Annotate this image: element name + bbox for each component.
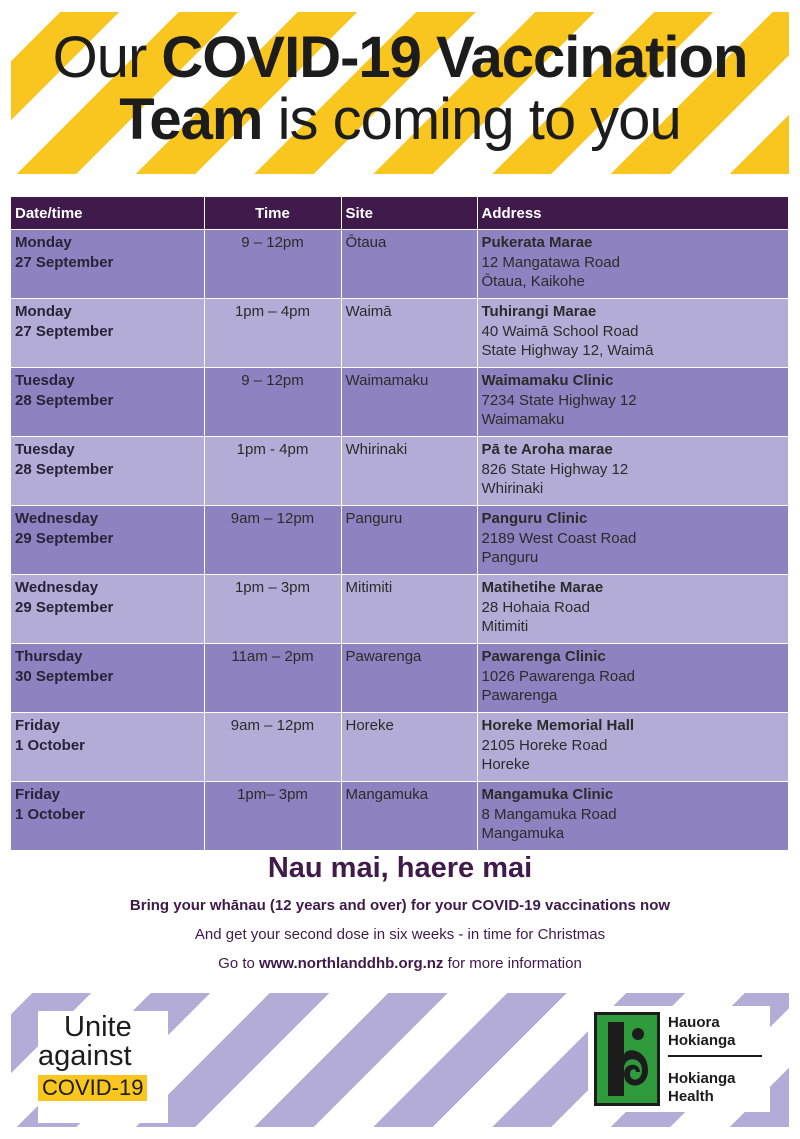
address-line-2: Mangamuka xyxy=(481,825,565,842)
address-line-1: 40 Waimā School Road xyxy=(481,322,639,340)
cell-site: Waimā xyxy=(341,299,477,368)
unite-against-covid-logo: Unite against COVID-19 xyxy=(38,1011,168,1123)
day-label: Thursday xyxy=(15,648,83,665)
column-header-site: Site xyxy=(341,197,477,230)
day-label: Monday xyxy=(15,234,72,251)
address-line-2: Panguru xyxy=(481,549,539,566)
venue-name: Pukerata Marae xyxy=(481,234,593,251)
table-header-row xyxy=(11,197,788,230)
cell-date xyxy=(11,299,204,368)
day-label: Wednesday xyxy=(15,510,99,527)
column-header-date: Date/time xyxy=(11,197,204,230)
cell-address xyxy=(477,644,788,713)
venue-name: Matihetihe Marae xyxy=(481,579,604,596)
page-title xyxy=(11,27,789,151)
address-line-2: Whirinaki xyxy=(481,480,544,497)
cell-site: Horeke xyxy=(341,713,477,782)
venue-name: Waimamaku Clinic xyxy=(481,372,614,389)
schedule-table xyxy=(11,197,789,850)
address-line-2: Waimamaku xyxy=(481,411,565,428)
cell-time: 1pm - 4pm xyxy=(204,437,341,506)
day-label: Tuesday xyxy=(15,372,75,389)
cell-time: 1pm– 3pm xyxy=(204,782,341,851)
date-label: 27 September xyxy=(15,253,114,271)
welcome-heading: Nau mai, haere mai xyxy=(267,852,533,884)
second-dose-text: And get your second dose in six weeks - in time for Christmas xyxy=(194,926,606,943)
address-line-1: 2105 Horeke Road xyxy=(481,736,608,754)
cell-address xyxy=(477,437,788,506)
address-line-1: 8 Mangamuka Road xyxy=(481,805,617,823)
cell-site: Mitimiti xyxy=(341,575,477,644)
address-line-1: 826 State Highway 12 xyxy=(481,460,629,478)
koru-icon xyxy=(594,1012,660,1106)
day-label: Friday xyxy=(15,786,61,803)
website-line: Go to www.northlanddhb.org.nz for more information xyxy=(218,955,582,972)
venue-name: Tuhirangi Marae xyxy=(481,303,597,320)
cell-time: 9 – 12pm xyxy=(204,368,341,437)
date-label: 30 September xyxy=(15,667,114,685)
cell-site: Pawarenga xyxy=(341,644,477,713)
cell-time: 9am – 12pm xyxy=(204,713,341,782)
cell-site: Waimamaku xyxy=(341,368,477,437)
date-label: 28 September xyxy=(15,391,114,409)
table-row xyxy=(11,437,788,506)
cell-date xyxy=(11,368,204,437)
address-line-1: 28 Hohaia Road xyxy=(481,598,590,616)
logo-divider xyxy=(668,1055,762,1057)
venue-name: Panguru Clinic xyxy=(481,510,588,527)
address-line-2: Pawarenga xyxy=(481,687,558,704)
date-label: 29 September xyxy=(15,598,114,616)
bring-whanau-text: Bring your whānau (12 years and over) for your COVID-19 vaccinations now xyxy=(129,897,671,914)
venue-name: Pā te Aroha marae xyxy=(481,441,613,458)
venue-name: Pawarenga Clinic xyxy=(481,648,606,665)
cell-address xyxy=(477,575,788,644)
cell-address xyxy=(477,230,788,299)
column-header-address: Address xyxy=(477,197,788,230)
venue-name: Horeke Memorial Hall xyxy=(481,717,635,734)
cell-date xyxy=(11,437,204,506)
address-line-1: 1026 Pawarenga Road xyxy=(481,667,635,685)
day-label: Friday xyxy=(15,717,61,734)
address-line-2: Ōtaua, Kaikohe xyxy=(481,273,585,290)
table-row xyxy=(11,644,788,713)
day-label: Tuesday xyxy=(15,441,75,458)
table-row xyxy=(11,575,788,644)
cell-time: 9am – 12pm xyxy=(204,506,341,575)
table-row xyxy=(11,506,788,575)
cell-site: Ōtaua xyxy=(341,230,477,299)
date-label: 28 September xyxy=(15,460,114,478)
date-label: 1 October xyxy=(15,736,86,754)
table-row xyxy=(11,299,788,368)
cell-site: Whirinaki xyxy=(341,437,477,506)
cell-address xyxy=(477,713,788,782)
table-row xyxy=(11,713,788,782)
table-row xyxy=(11,368,788,437)
table-row xyxy=(11,782,788,851)
cell-address xyxy=(477,368,788,437)
cell-time: 1pm – 4pm xyxy=(204,299,341,368)
cell-date xyxy=(11,506,204,575)
date-label: 27 September xyxy=(15,322,114,340)
cell-time: 11am – 2pm xyxy=(204,644,341,713)
cell-site: Mangamuka xyxy=(341,782,477,851)
table-row xyxy=(11,230,788,299)
cell-time: 9 – 12pm xyxy=(204,230,341,299)
address-line-1: 2189 West Coast Road xyxy=(481,529,637,547)
venue-name: Mangamuka Clinic xyxy=(481,786,614,803)
address-line-1: 12 Mangatawa Road xyxy=(481,253,620,271)
date-label: 1 October xyxy=(15,805,86,823)
hauora-hokianga-logo: Hauora Hokianga Hokianga Health xyxy=(588,1006,770,1112)
cell-address xyxy=(477,782,788,851)
cell-date xyxy=(11,230,204,299)
day-label: Wednesday xyxy=(15,579,99,596)
cell-date xyxy=(11,713,204,782)
cell-address xyxy=(477,299,788,368)
date-label: 29 September xyxy=(15,529,114,547)
address-line-2: State Highway 12, Waimā xyxy=(481,342,654,359)
address-line-2: Horeke xyxy=(481,756,530,773)
title-line-2: Team is coming to you xyxy=(119,87,681,152)
cell-date xyxy=(11,782,204,851)
cell-date xyxy=(11,575,204,644)
cell-address xyxy=(477,506,788,575)
cell-time: 1pm – 3pm xyxy=(204,575,341,644)
website-link[interactable]: www.northlanddhb.org.nz xyxy=(259,955,444,972)
address-line-2: Mitimiti xyxy=(481,618,529,635)
column-header-time: Time xyxy=(204,197,341,230)
cell-site: Panguru xyxy=(341,506,477,575)
address-line-1: 7234 State Highway 12 xyxy=(481,391,637,409)
title-line-1: Our COVID-19 Vaccination xyxy=(52,25,748,90)
cell-date xyxy=(11,644,204,713)
day-label: Monday xyxy=(15,303,72,320)
